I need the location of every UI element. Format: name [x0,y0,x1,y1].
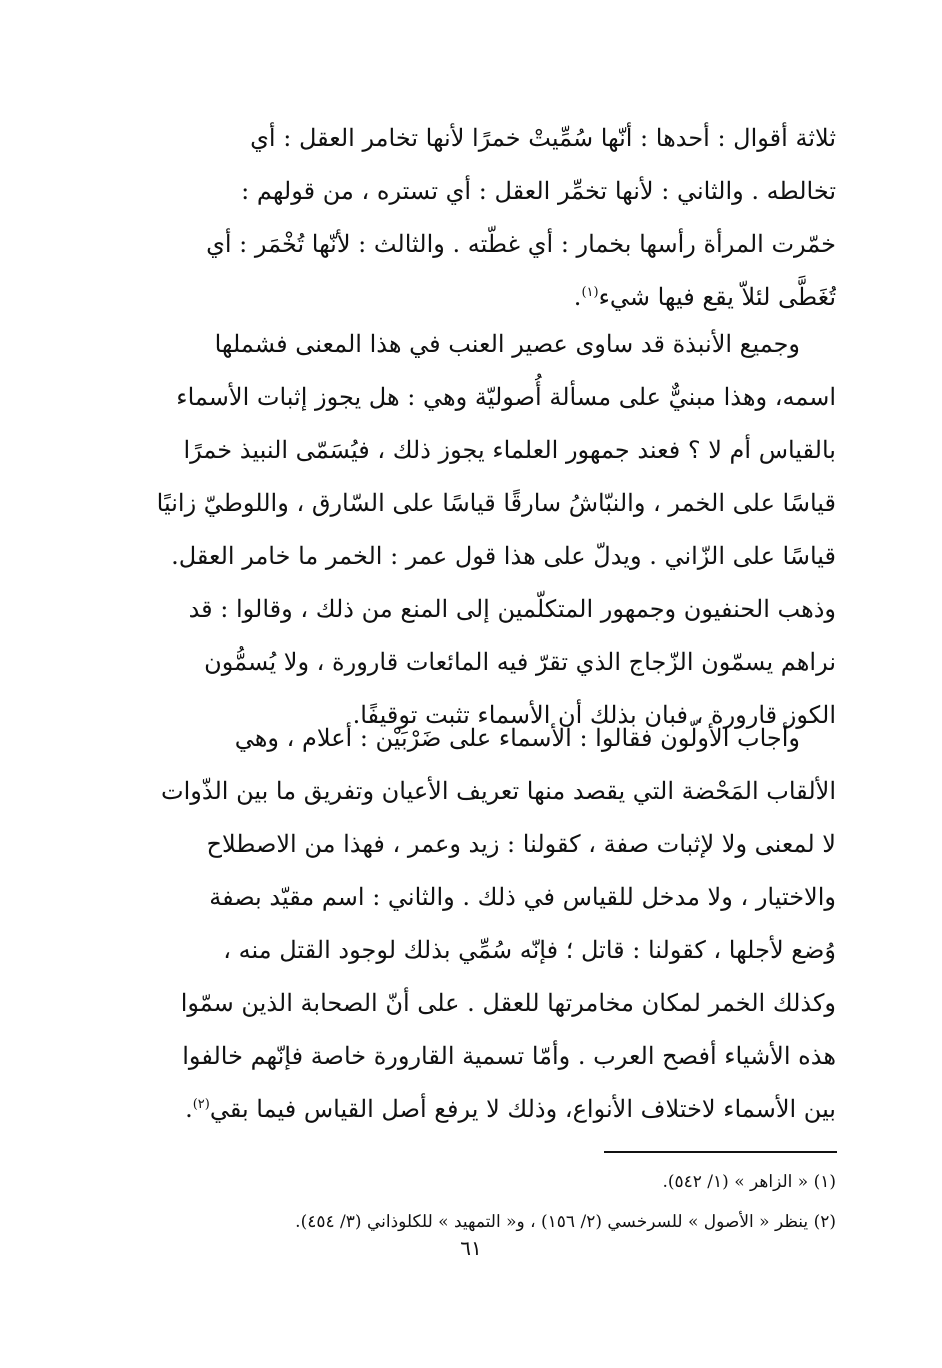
footnote-reference-2: (٢) [192,1097,210,1112]
footnote-divider [604,1151,837,1153]
sentence-end: . [185,1095,193,1123]
text-line: لا لمعنى ولا لإثبات صفة ، كقولنا : زيد وعمر ، فهذا من الاصطلاح [206,830,836,858]
footnote-reference-1: (١) [581,285,599,300]
sentence-end: . [573,283,582,311]
text-line: خمّرت المرأة رأسها بخمار : أي غطّته . والثالث : لأنّها تُخْمَر : أي [206,230,836,258]
paragraph-1 [118,112,836,324]
text-line: الكوز قارورة ، فبان بذلك أن الأسماء تثبت توقيفًا. [352,701,836,729]
text-line [118,1083,836,1136]
text-line: هذه الأشياء أفصح العرب . وأمّا تسمية القارورة خاصة فإنّهم خالفوا [182,1042,836,1070]
footnotes [118,1162,836,1242]
paragraph-3 [118,712,836,1136]
text-line: وذهب الحنفيون وجمهور المتكلّمين إلى المنع من ذلك ، وقالوا : قد [188,595,836,623]
text-line: بالقياس أم لا ؟ فعند جمهور العلماء يجوز ذلك ، فيُسَمّى النبيذ خمرًا [183,436,836,464]
paragraph-2 [118,318,836,742]
text-line-content: بين الأسماء لاختلاف الأنواع، وذلك لا يرفع أصل القياس فيما بقي [209,1095,836,1123]
page-number: ٦١ [460,1236,482,1260]
text-line: الألقاب المَحْضة التي يقصد منها تعريف الأعيان وتفريق ما بين الذّوات [161,777,836,805]
text-line: نراهم يسمّون الزّجاج الذي تقرّ فيه المائعات قارورة ، ولا يُسمُّون [204,648,836,676]
footnote-1: (١) « الزاهر » (١/ ٥٤٢). [662,1172,836,1192]
text-line: وُضع لأجلها ، كقولنا : قاتل ؛ فإنّه سُمِّي بذلك لوجود القتل منه ، [223,936,836,964]
footnote-2: (٢) ينظر « الأصول » للسرخسي (٢/ ١٥٦) ، و« التمهيد » للكلوذاني (٣/ ٤٥٤). [295,1212,836,1232]
text-line [118,271,836,324]
text-line: وكذلك الخمر لمكان مخامرتها للعقل . على أنّ الصحابة الذين سمّوا [180,989,836,1017]
text-line: اسمه، وهذا مبنيٌّ على مسألة أُصوليّة وهي : هل يجوز إثبات الأسماء [176,383,836,411]
text-line: تخالطه . والثاني : لأنها تخمِّر العقل : أي تستره ، من قولهم : [241,177,836,205]
text-line: قياسًا على الخمر ، والنبّاشُ سارقًا قياسًا على السّارق ، واللوطيّ زانيًا [156,489,836,517]
text-line-content: تُغَطَّى لئلاّ يقع فيها شيء [598,283,836,311]
text-line: وجميع الأنبذة قد ساوى عصير العنب في هذا المعنى فشملها [214,330,800,358]
text-line: والاختيار ، ولا مدخل للقياس في ذلك . والثاني : اسم مقيّد بصفة [209,883,836,911]
text-line: قياسًا على الزّاني . ويدلّ على هذا قول عمر : الخمر ما خامر العقل. [171,542,836,570]
text-line: ثلاثة أقوال : أحدها : أنّها سُمِّيتْ خمرًا لأنها تخامر العقل : أي [250,124,836,152]
text-line: وأجاب الأولّون فقالوا : الأسماء على ضَرْبَيْن : أعلام ، وهي [234,724,800,752]
